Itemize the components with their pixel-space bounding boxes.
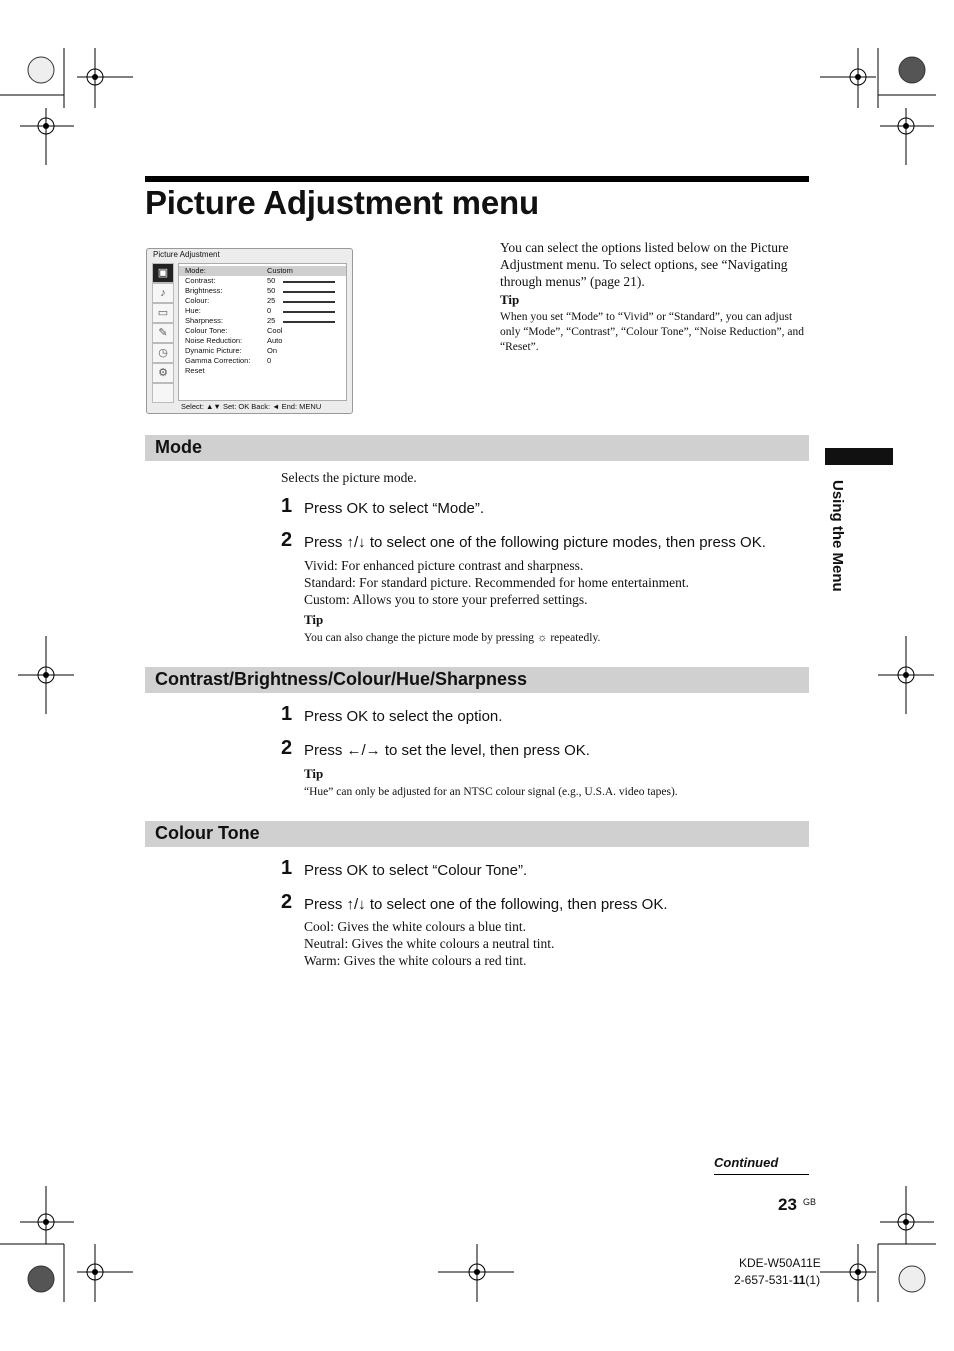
step-number: 1	[281, 703, 293, 725]
osd-title: Picture Adjustment	[153, 250, 220, 259]
step-number: 1	[281, 857, 293, 879]
page-suffix: GB	[803, 1197, 817, 1207]
osd-row: Mode: Custom	[185, 266, 293, 275]
level-bar	[283, 311, 335, 313]
part-code: 2-657-531-11(1)	[734, 1273, 821, 1287]
osd-row: Colour Tone: Cool	[185, 326, 283, 335]
level-bar	[283, 281, 335, 283]
osd-row: Gamma Correction: 0	[185, 356, 272, 365]
osd-row: Reset	[185, 366, 205, 375]
step-text: Press ↑/↓ to select one of the following, then press OK.	[304, 896, 668, 913]
option-text: Cool: Gives the white colours a blue tint.	[304, 919, 526, 934]
step-text: Press OK to select “Colour Tone”.	[304, 862, 528, 879]
osd-footer: Select: ▲▼ Set: OK Back: ◄ End: MENU	[181, 402, 322, 411]
osd-menu-icons	[149, 261, 174, 401]
intro-text: You can select the options listed below on the Picture Adjustment menu. To select options, see “Navigating through menus” (page 21).	[500, 240, 789, 289]
osd-row: Colour: 25	[185, 296, 276, 305]
timer-icon: ◷	[152, 343, 174, 363]
page-number: 23	[778, 1195, 797, 1214]
blank-icon	[152, 383, 174, 403]
tip-text: You can also change the picture mode by pressing ☼ repeatedly.	[304, 632, 601, 644]
step-number: 1	[281, 495, 293, 517]
sound-icon: ♪	[152, 283, 174, 303]
intro-tip-text: When you set “Mode” to “Vivid” or “Standard”, you can adjust only “Mode”, “Contrast”, “Colour Tone”, “Noise Reduction”, and “Reset”.	[500, 311, 804, 353]
level-bar	[283, 301, 335, 303]
section-heading-contrast: Contrast/Brightness/Colour/Hue/Sharpness	[145, 667, 809, 693]
option-text: Standard: For standard picture. Recommended for home entertainment.	[304, 575, 690, 590]
continued-label: Continued	[714, 1155, 779, 1170]
step-text: Press ↑/↓ to select one of the following picture modes, then press OK.	[304, 534, 766, 551]
option-text: Vivid: For enhanced picture contrast and sharpness.	[304, 558, 584, 573]
osd-row: Sharpness: 25	[185, 316, 276, 325]
features-icon: ✎	[152, 323, 174, 343]
screen-icon: ▭	[152, 303, 174, 323]
side-tab-marker	[825, 448, 893, 465]
osd-row: Brightness: 50	[185, 286, 276, 295]
level-bar	[283, 291, 335, 293]
tip-label: Tip	[304, 612, 324, 627]
intro-tip-label: Tip	[500, 292, 520, 307]
step-number: 2	[281, 737, 293, 759]
osd-panel	[178, 263, 347, 401]
osd-row: Noise Reduction: Auto	[185, 336, 283, 345]
picture-adjustment-screen	[146, 248, 353, 414]
step-text: Press OK to select the option.	[304, 708, 503, 725]
side-label: Using the Menu	[829, 480, 846, 592]
picture-icon: ▣	[152, 263, 174, 283]
step-number: 2	[281, 891, 293, 913]
level-bar	[283, 321, 335, 323]
section-heading-colour-tone: Colour Tone	[145, 821, 809, 847]
step-number: 2	[281, 529, 293, 551]
model-number: KDE-W50A11E	[739, 1256, 821, 1270]
footer-rule	[714, 1174, 809, 1175]
step-text: Press OK to select “Mode”.	[304, 500, 485, 517]
mode-description: Selects the picture mode.	[281, 470, 417, 485]
title-rule	[145, 176, 809, 182]
tip-text: “Hue” can only be adjusted for an NTSC colour signal (e.g., U.S.A. video tapes).	[304, 786, 678, 798]
page-title: Picture Adjustment menu	[145, 184, 539, 221]
tip-label: Tip	[304, 766, 324, 781]
setup-icon: ⚙	[152, 363, 174, 383]
osd-row: Dynamic Picture: On	[185, 346, 278, 355]
osd-row: Contrast: 50	[185, 276, 276, 285]
option-text: Custom: Allows you to store your preferred settings.	[304, 592, 588, 607]
osd-row: Hue: 0	[185, 306, 272, 315]
option-text: Warm: Gives the white colours a red tint.	[304, 953, 527, 968]
option-text: Neutral: Gives the white colours a neutral tint.	[304, 936, 555, 951]
section-heading-mode: Mode	[145, 435, 809, 461]
step-text: Press ←/→ to set the level, then press OK.	[304, 742, 590, 759]
